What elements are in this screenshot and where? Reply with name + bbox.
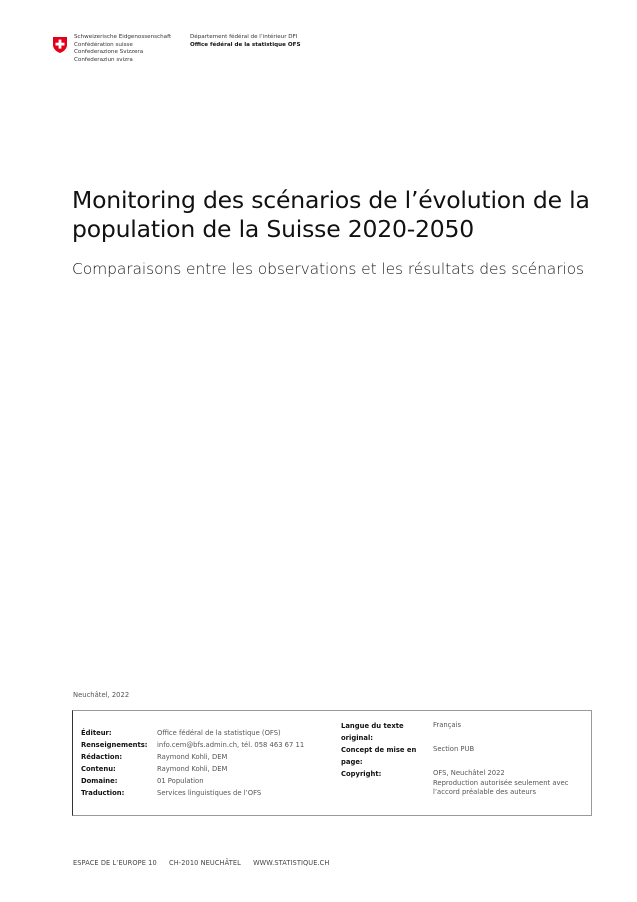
imprint-row	[81, 787, 304, 799]
imprint-value: Office fédéral de la statistique (OFS)	[157, 729, 281, 737]
imprint-key: Copyright:	[341, 770, 382, 778]
imprint-row	[81, 775, 304, 787]
imprint-row	[81, 727, 304, 739]
confederation-name-fr: Confédération suisse	[74, 41, 133, 48]
office-name: Office fédéral de la statistique OFS	[190, 41, 301, 48]
imprint-key: Concept de mise en page:	[341, 746, 417, 766]
imprint-value: 01 Population	[157, 777, 204, 785]
footer-street: ESPACE DE L’EUROPE 10	[73, 859, 157, 867]
copyright-holder: OFS, Neuchâtel 2022	[433, 769, 505, 777]
imprint-row	[341, 744, 583, 768]
confederation-name-rm: Confederaziun svizra	[74, 56, 133, 63]
imprint-key: Contenu:	[81, 765, 116, 773]
imprint-row	[81, 751, 304, 763]
imprint-row	[81, 739, 304, 751]
document-title	[72, 186, 592, 244]
swiss-coat-of-arms-icon	[52, 36, 68, 54]
imprint-right-column	[341, 720, 583, 798]
imprint-key: Langue du texte original:	[341, 722, 404, 742]
imprint-key: Domaine:	[81, 777, 118, 785]
imprint-row	[81, 763, 304, 775]
imprint-row	[341, 720, 583, 744]
imprint-row	[341, 768, 583, 798]
imprint-box	[72, 710, 592, 816]
footer-address	[73, 859, 339, 867]
imprint-left-column	[81, 727, 304, 799]
imprint-value: Raymond Kohli, DEM	[157, 765, 228, 773]
confederation-names	[74, 34, 171, 64]
title-line-1: Monitoring des scénarios de l’évolution de la	[72, 186, 590, 214]
footer-city: CH-2010 NEUCHÂTEL	[168, 859, 241, 867]
confederation-name-de: Schweizerische Eidgenossenschaft	[74, 34, 172, 40]
imprint-key: Traduction:	[81, 789, 125, 797]
imprint-value: Français	[433, 721, 462, 729]
title-line-2: population de la Suisse 2020-2050	[72, 215, 475, 243]
imprint-key: Éditeur:	[81, 729, 112, 737]
imprint-value: Section PUB	[433, 745, 475, 753]
imprint-key: Renseignements:	[81, 741, 148, 749]
department-block	[190, 34, 300, 49]
document-subtitle: Comparaisons entre les observations et les résultats des scénarios	[72, 260, 585, 278]
imprint-key: Rédaction:	[81, 753, 123, 761]
imprint-value: Raymond Kohli, DEM	[157, 753, 228, 761]
copyright-notice: Reproduction autorisée seulement avec l’accord préalable des auteurs	[433, 778, 569, 796]
department-name: Département fédéral de l’intérieur DFI	[190, 34, 298, 40]
confederation-name-it: Confederazione Svizzera	[74, 49, 144, 56]
imprint-value: info.cem@bfs.admin.ch, tél. 058 463 67 11	[157, 741, 305, 749]
footer-website-link[interactable]: WWW.STATISTIQUE.CH	[253, 859, 330, 867]
imprint-value	[433, 768, 583, 798]
imprint-value: Services linguistiques de l’OFS	[157, 789, 262, 797]
place-date: Neuchâtel, 2022	[73, 691, 130, 699]
